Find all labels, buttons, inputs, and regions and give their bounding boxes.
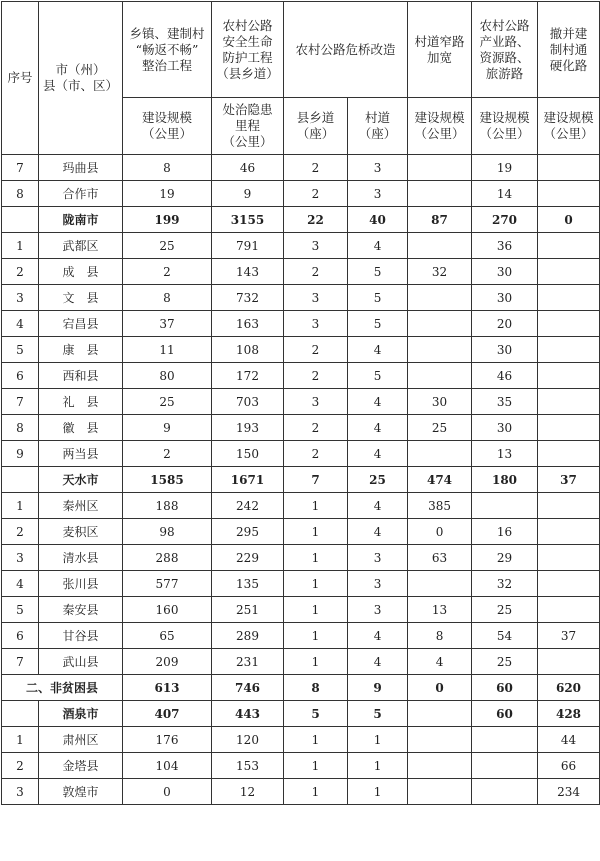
city-name: 陇南市: [39, 207, 123, 233]
cell-county-bridge: 2: [284, 259, 348, 285]
cell-village-bridge: 3: [348, 181, 408, 207]
table-row: [2, 727, 600, 753]
cell-industry: 30: [472, 259, 538, 285]
cell-village-bridge: 1: [348, 727, 408, 753]
row-seq: 1: [2, 493, 39, 519]
project-table: [1, 1, 600, 805]
cell-merged: [538, 311, 600, 337]
cell-safety: 289: [212, 623, 284, 649]
cell-road: 25: [123, 233, 212, 259]
cell-county-bridge: 3: [284, 285, 348, 311]
cell-merged: [538, 545, 600, 571]
header-bridge-project: 农村公路危桥改造: [284, 2, 408, 98]
cell-safety: 135: [212, 571, 284, 597]
cell-narrow: 8: [408, 623, 472, 649]
cell-safety: 120: [212, 727, 284, 753]
cell-road: 1585: [123, 467, 212, 493]
table-row: [2, 623, 600, 649]
table-row: [2, 311, 600, 337]
header-county-bridge: 县乡道 （座）: [284, 98, 348, 155]
cell-county-bridge: 1: [284, 623, 348, 649]
cell-county-bridge: 1: [284, 493, 348, 519]
header-merged-village: 撤并建 制村通 硬化路: [538, 2, 600, 98]
cell-merged: [538, 493, 600, 519]
cell-county-bridge: 3: [284, 389, 348, 415]
cell-narrow: [408, 701, 472, 727]
cell-merged: [538, 389, 600, 415]
county-name: 敦煌市: [39, 779, 123, 805]
cell-safety: 703: [212, 389, 284, 415]
cell-village-bridge: 9: [348, 675, 408, 701]
cell-safety: 791: [212, 233, 284, 259]
cell-safety: 295: [212, 519, 284, 545]
cell-road: 160: [123, 597, 212, 623]
cell-industry: 14: [472, 181, 538, 207]
table-row: [2, 649, 600, 675]
header-road-project: 乡镇、建制村 “畅返不畅” 整治工程: [123, 2, 212, 98]
cell-industry: 46: [472, 363, 538, 389]
cell-county-bridge: 8: [284, 675, 348, 701]
cell-road: 0: [123, 779, 212, 805]
cell-village-bridge: 4: [348, 337, 408, 363]
cell-industry: 54: [472, 623, 538, 649]
county-name: 徽 县: [39, 415, 123, 441]
cell-narrow: 385: [408, 493, 472, 519]
cell-merged: 620: [538, 675, 600, 701]
cell-safety: 108: [212, 337, 284, 363]
cell-narrow: [408, 753, 472, 779]
county-name: 金塔县: [39, 753, 123, 779]
cell-road: 577: [123, 571, 212, 597]
cell-industry: [472, 493, 538, 519]
county-name: 康 县: [39, 337, 123, 363]
cell-village-bridge: 5: [348, 285, 408, 311]
county-name: 成 县: [39, 259, 123, 285]
cell-road: 65: [123, 623, 212, 649]
cell-narrow: [408, 727, 472, 753]
table-row: [2, 181, 600, 207]
cell-merged: [538, 181, 600, 207]
section-label: 二、非贫困县: [2, 675, 123, 701]
header-merged-scale: 建设规模 （公里）: [538, 98, 600, 155]
cell-narrow: [408, 363, 472, 389]
cell-village-bridge: 3: [348, 155, 408, 181]
table-row: [2, 155, 600, 181]
county-name: 玛曲县: [39, 155, 123, 181]
cell-county-bridge: 2: [284, 337, 348, 363]
cell-merged: [538, 337, 600, 363]
header-industry-scale: 建设规模 （公里）: [472, 98, 538, 155]
county-name: 武山县: [39, 649, 123, 675]
cell-narrow: [408, 441, 472, 467]
cell-village-bridge: 25: [348, 467, 408, 493]
cell-merged: [538, 233, 600, 259]
cell-county-bridge: 1: [284, 727, 348, 753]
cell-merged: 0: [538, 207, 600, 233]
row-seq: 2: [2, 753, 39, 779]
row-seq: 9: [2, 441, 39, 467]
cell-narrow: 0: [408, 675, 472, 701]
cell-narrow: [408, 285, 472, 311]
cell-safety: 732: [212, 285, 284, 311]
cell-county-bridge: 3: [284, 311, 348, 337]
header-county: 市（州） 县（市、区）: [39, 2, 123, 155]
cell-narrow: 87: [408, 207, 472, 233]
cell-safety: 3155: [212, 207, 284, 233]
cell-county-bridge: 2: [284, 415, 348, 441]
cell-road: 613: [123, 675, 212, 701]
cell-safety: 1671: [212, 467, 284, 493]
cell-county-bridge: 1: [284, 753, 348, 779]
table-row-section-total: [2, 675, 600, 701]
cell-county-bridge: 7: [284, 467, 348, 493]
row-seq: 8: [2, 181, 39, 207]
cell-county-bridge: 1: [284, 519, 348, 545]
cell-merged: [538, 441, 600, 467]
cell-safety: 150: [212, 441, 284, 467]
row-seq: 1: [2, 727, 39, 753]
cell-narrow: 63: [408, 545, 472, 571]
cell-industry: 25: [472, 649, 538, 675]
cell-merged: [538, 415, 600, 441]
cell-narrow: [408, 233, 472, 259]
cell-merged: [538, 259, 600, 285]
table-row: [2, 597, 600, 623]
county-name: 甘谷县: [39, 623, 123, 649]
table-row-city-subtotal: [2, 467, 600, 493]
cell-industry: 60: [472, 701, 538, 727]
city-name: 天水市: [39, 467, 123, 493]
table-row-city-subtotal: [2, 701, 600, 727]
cell-safety: 443: [212, 701, 284, 727]
county-name: 秦州区: [39, 493, 123, 519]
cell-road: 8: [123, 285, 212, 311]
cell-road: 80: [123, 363, 212, 389]
header-industry-road: 农村公路 产业路、 资源路、 旅游路: [472, 2, 538, 98]
row-seq: 2: [2, 259, 39, 285]
row-seq: [2, 701, 39, 727]
cell-narrow: [408, 779, 472, 805]
cell-merged: 428: [538, 701, 600, 727]
cell-road: 9: [123, 415, 212, 441]
cell-road: 2: [123, 259, 212, 285]
county-name: 清水县: [39, 545, 123, 571]
table-row: [2, 545, 600, 571]
table-row: [2, 753, 600, 779]
row-seq: 4: [2, 571, 39, 597]
table-row: [2, 233, 600, 259]
cell-village-bridge: 3: [348, 545, 408, 571]
cell-merged: [538, 155, 600, 181]
cell-village-bridge: 5: [348, 363, 408, 389]
cell-narrow: [408, 571, 472, 597]
row-seq: 1: [2, 233, 39, 259]
row-seq: 6: [2, 623, 39, 649]
cell-road: 288: [123, 545, 212, 571]
row-seq: [2, 207, 39, 233]
row-seq: 7: [2, 389, 39, 415]
header-safety-mileage: 处治隐患 里程 （公里）: [212, 98, 284, 155]
cell-road: 188: [123, 493, 212, 519]
row-seq: 5: [2, 597, 39, 623]
cell-village-bridge: 3: [348, 597, 408, 623]
cell-safety: 153: [212, 753, 284, 779]
cell-merged: 37: [538, 467, 600, 493]
table-row: [2, 389, 600, 415]
cell-county-bridge: 5: [284, 701, 348, 727]
cell-industry: 20: [472, 311, 538, 337]
cell-road: 209: [123, 649, 212, 675]
cell-narrow: 0: [408, 519, 472, 545]
cell-narrow: 25: [408, 415, 472, 441]
header-narrow-road: 村道窄路 加宽: [408, 2, 472, 98]
county-name: 张川县: [39, 571, 123, 597]
county-name: 西和县: [39, 363, 123, 389]
county-name: 武都区: [39, 233, 123, 259]
cell-merged: [538, 363, 600, 389]
cell-road: 37: [123, 311, 212, 337]
cell-county-bridge: 1: [284, 597, 348, 623]
cell-safety: 231: [212, 649, 284, 675]
cell-safety: 229: [212, 545, 284, 571]
table-row: [2, 779, 600, 805]
header-seq: 序号: [2, 2, 39, 155]
row-seq: 2: [2, 519, 39, 545]
cell-narrow: [408, 311, 472, 337]
row-seq: 6: [2, 363, 39, 389]
cell-industry: 19: [472, 155, 538, 181]
table-row: [2, 571, 600, 597]
cell-industry: [472, 753, 538, 779]
county-name: 两当县: [39, 441, 123, 467]
cell-narrow: [408, 337, 472, 363]
row-seq: 4: [2, 311, 39, 337]
cell-road: 8: [123, 155, 212, 181]
cell-narrow: 13: [408, 597, 472, 623]
cell-industry: 30: [472, 337, 538, 363]
table-body: [2, 155, 600, 805]
row-seq: [2, 467, 39, 493]
header-road-scale: 建设规模 （公里）: [123, 98, 212, 155]
cell-road: 176: [123, 727, 212, 753]
county-name: 麦积区: [39, 519, 123, 545]
cell-county-bridge: 2: [284, 363, 348, 389]
cell-merged: [538, 571, 600, 597]
cell-village-bridge: 1: [348, 779, 408, 805]
cell-safety: 746: [212, 675, 284, 701]
header-safety-project: 农村公路 安全生命 防护工程 （县乡道）: [212, 2, 284, 98]
cell-industry: 13: [472, 441, 538, 467]
cell-county-bridge: 22: [284, 207, 348, 233]
cell-village-bridge: 4: [348, 519, 408, 545]
cell-merged: 66: [538, 753, 600, 779]
cell-road: 11: [123, 337, 212, 363]
cell-village-bridge: 4: [348, 493, 408, 519]
table-row: [2, 441, 600, 467]
table-row: [2, 493, 600, 519]
cell-village-bridge: 4: [348, 233, 408, 259]
cell-safety: 46: [212, 155, 284, 181]
cell-county-bridge: 2: [284, 155, 348, 181]
county-name: 宕昌县: [39, 311, 123, 337]
cell-industry: 60: [472, 675, 538, 701]
cell-industry: 32: [472, 571, 538, 597]
cell-village-bridge: 4: [348, 623, 408, 649]
county-name: 秦安县: [39, 597, 123, 623]
row-seq: 3: [2, 779, 39, 805]
row-seq: 3: [2, 545, 39, 571]
cell-road: 199: [123, 207, 212, 233]
cell-county-bridge: 3: [284, 233, 348, 259]
cell-safety: 143: [212, 259, 284, 285]
cell-industry: 35: [472, 389, 538, 415]
cell-safety: 242: [212, 493, 284, 519]
cell-industry: 36: [472, 233, 538, 259]
cell-industry: 25: [472, 597, 538, 623]
cell-county-bridge: 1: [284, 779, 348, 805]
cell-road: 407: [123, 701, 212, 727]
row-seq: 8: [2, 415, 39, 441]
county-name: 文 县: [39, 285, 123, 311]
cell-merged: [538, 285, 600, 311]
table-row: [2, 337, 600, 363]
cell-village-bridge: 1: [348, 753, 408, 779]
header-row-1: [2, 2, 600, 98]
county-name: 礼 县: [39, 389, 123, 415]
cell-village-bridge: 4: [348, 389, 408, 415]
cell-industry: 16: [472, 519, 538, 545]
cell-village-bridge: 3: [348, 571, 408, 597]
cell-industry: 270: [472, 207, 538, 233]
cell-safety: 172: [212, 363, 284, 389]
cell-merged: 234: [538, 779, 600, 805]
cell-road: 19: [123, 181, 212, 207]
cell-industry: 30: [472, 415, 538, 441]
cell-road: 2: [123, 441, 212, 467]
cell-village-bridge: 5: [348, 259, 408, 285]
cell-safety: 193: [212, 415, 284, 441]
cell-merged: [538, 519, 600, 545]
county-name: 合作市: [39, 181, 123, 207]
cell-industry: 29: [472, 545, 538, 571]
cell-narrow: [408, 181, 472, 207]
cell-industry: [472, 779, 538, 805]
table-row: [2, 259, 600, 285]
cell-county-bridge: 1: [284, 545, 348, 571]
cell-county-bridge: 2: [284, 181, 348, 207]
header-narrow-scale: 建设规模 （公里）: [408, 98, 472, 155]
cell-village-bridge: 5: [348, 311, 408, 337]
cell-safety: 251: [212, 597, 284, 623]
cell-county-bridge: 1: [284, 571, 348, 597]
cell-safety: 12: [212, 779, 284, 805]
cell-village-bridge: 5: [348, 701, 408, 727]
cell-narrow: 474: [408, 467, 472, 493]
table-row: [2, 363, 600, 389]
cell-narrow: [408, 155, 472, 181]
row-seq: 3: [2, 285, 39, 311]
cell-merged: [538, 649, 600, 675]
cell-village-bridge: 4: [348, 441, 408, 467]
cell-narrow: 30: [408, 389, 472, 415]
cell-industry: 30: [472, 285, 538, 311]
row-seq: 7: [2, 649, 39, 675]
cell-narrow: 32: [408, 259, 472, 285]
cell-road: 98: [123, 519, 212, 545]
cell-industry: [472, 727, 538, 753]
table-row-city-subtotal: [2, 207, 600, 233]
table-row: [2, 415, 600, 441]
cell-village-bridge: 4: [348, 415, 408, 441]
cell-safety: 163: [212, 311, 284, 337]
row-seq: 5: [2, 337, 39, 363]
cell-safety: 9: [212, 181, 284, 207]
cell-narrow: 4: [408, 649, 472, 675]
cell-merged: 37: [538, 623, 600, 649]
row-seq: 7: [2, 155, 39, 181]
cell-road: 25: [123, 389, 212, 415]
table-row: [2, 285, 600, 311]
cell-merged: 44: [538, 727, 600, 753]
city-name: 酒泉市: [39, 701, 123, 727]
county-name: 肃州区: [39, 727, 123, 753]
cell-county-bridge: 2: [284, 441, 348, 467]
table-row: [2, 519, 600, 545]
cell-industry: 180: [472, 467, 538, 493]
cell-road: 104: [123, 753, 212, 779]
cell-county-bridge: 1: [284, 649, 348, 675]
cell-village-bridge: 40: [348, 207, 408, 233]
cell-merged: [538, 597, 600, 623]
header-village-bridge: 村道 （座）: [348, 98, 408, 155]
cell-village-bridge: 4: [348, 649, 408, 675]
